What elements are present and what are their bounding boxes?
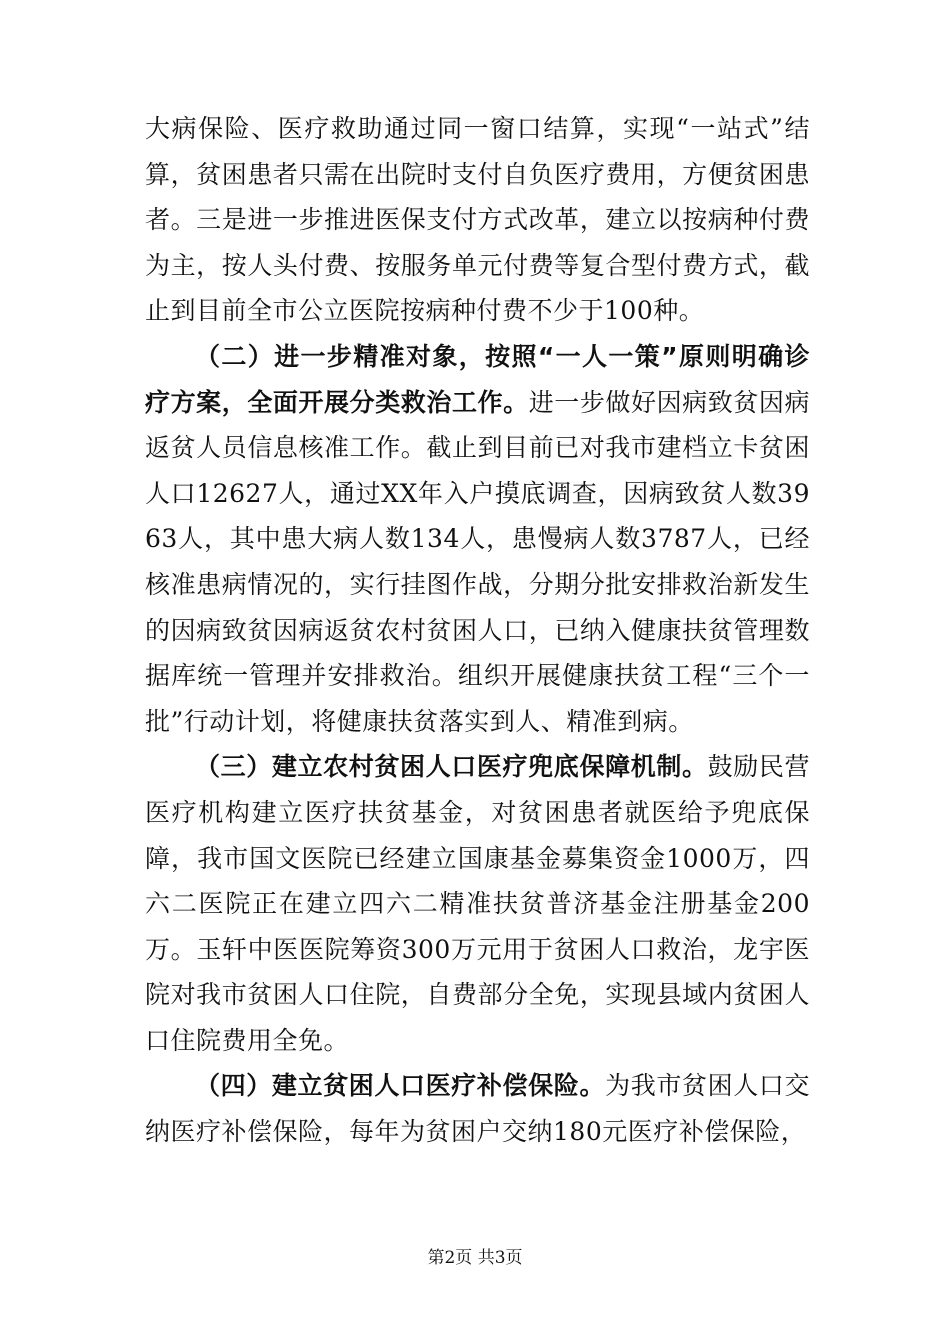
- paragraph-heading: （四）建立贫困人口医疗补偿保险。: [195, 1071, 606, 1101]
- paragraph-4: [145, 1063, 810, 1154]
- paragraph-text: 鼓励民营医疗机构建立医疗扶贫基金，对贫困患者就医给予兜底保障，我市国文医院已经建立国康基金募集资金1000万，四六二医院正在建立四六二精准扶贫普济基金注册基金200万。玉轩中医医院筹资300万元用于贫困人口救治，龙宇医院对我市贫困人口住院，自费部分全免，实现县域内贫困人口住院费用全免。: [145, 752, 810, 1055]
- document-body: [145, 106, 810, 1155]
- paragraph-heading: （二）进一步精准对象，按照“一人一策”原则明确诊疗方案，全面开展分类救治工作。: [145, 341, 810, 417]
- page-number-label: 第2页 共3页: [427, 1248, 523, 1268]
- paragraph-3: [145, 744, 810, 1063]
- paragraph-text: 进一步做好因病致贫因病返贫人员信息核准工作。截止到目前已对我市建档立卡贫困人口12627人，通过XX年入户摸底调查，因病致贫人数3963人，其中患大病人数134人，患慢病人数3787人，已经核准患病情况的，实行挂图作战，分期分批安排救治新发生的因病致贫因病返贫农村贫困人口，已纳入健康扶贫管理数据库统一管理并安排救治。组织开展健康扶贫工程“三个一批”行动计划，将健康扶贫落实到人、精准到病。: [145, 387, 810, 736]
- paragraph-2: [145, 334, 810, 744]
- paragraph-heading: （三）建立农村贫困人口医疗兜底保障机制。: [195, 752, 708, 782]
- paragraph-text: 为我市贫困人口交纳医疗补偿保险，每年为贫困户交纳180元医疗补偿保险，: [145, 1071, 810, 1147]
- page-footer: [0, 1243, 950, 1268]
- paragraph-text: 大病保险、医疗救助通过同一窗口结算，实现“一站式”结算，贫困患者只需在出院时支付自负医疗费用，方便贫困患者。三是进一步推进医保支付方式改革，建立以按病种付费为主，按人头付费、按服务单元付费等复合型付费方式，截止到目前全市公立医院按病种付费不少于100种。: [145, 114, 810, 326]
- paragraph-1: [145, 106, 810, 334]
